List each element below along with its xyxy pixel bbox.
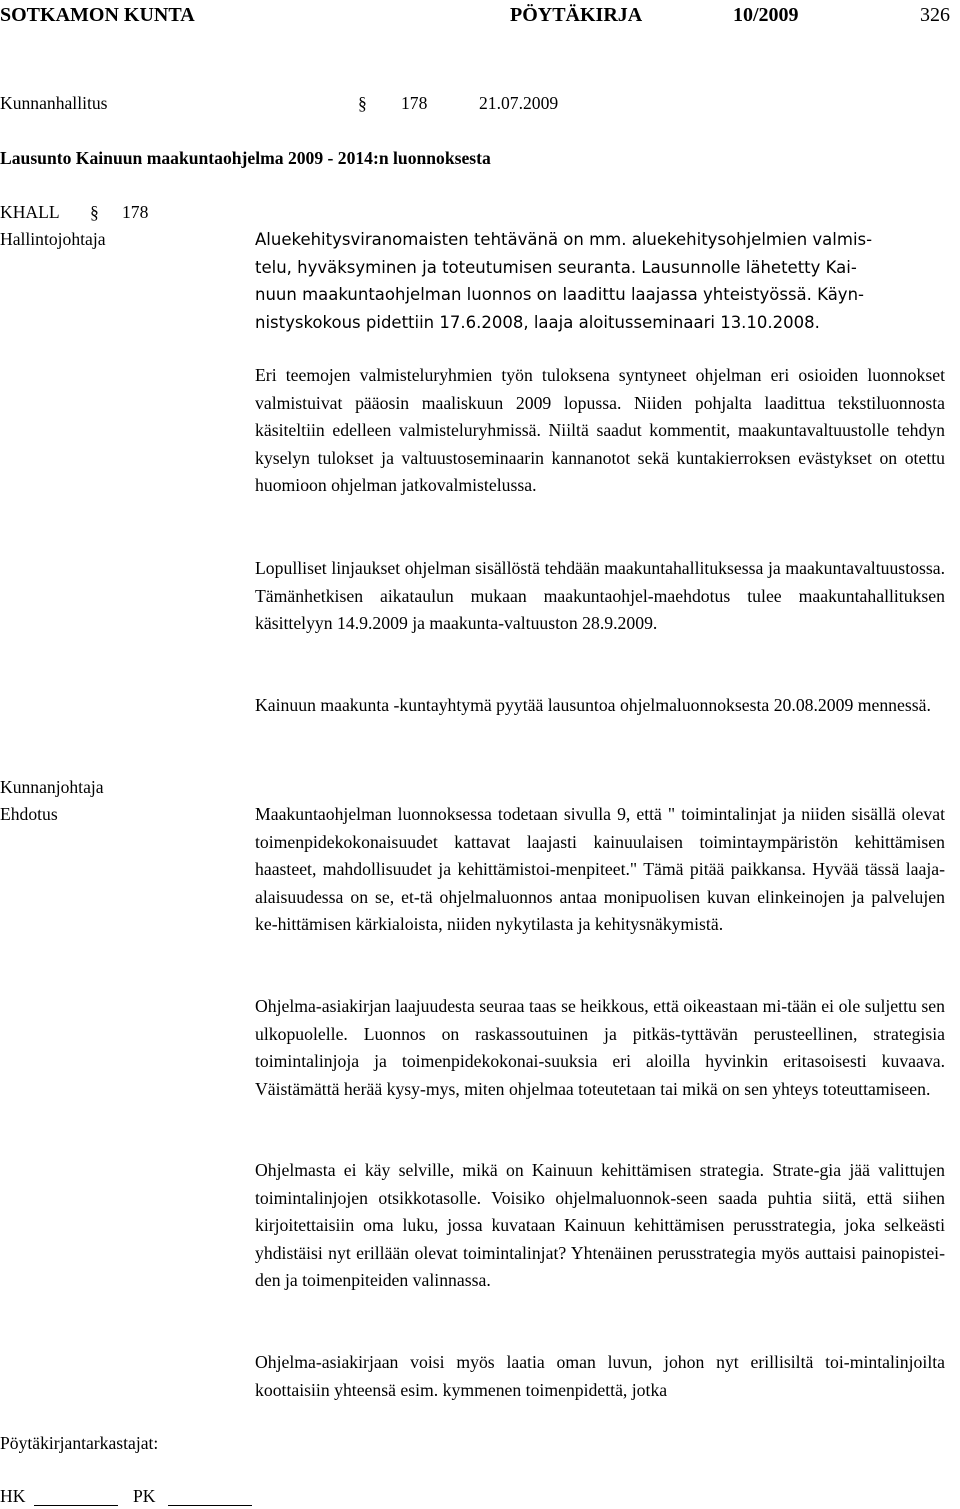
footer-label: Pöytäkirjantarkastajat: — [0, 1433, 159, 1453]
section-ref-number: 178 — [122, 202, 149, 222]
proposal-paragraph-4: Ohjelma-asiakirjaan voisi myös laatia oman luvun, johon nyt erillisiltä toi-mintalinjoilta koottaisiin yhteensä esim. kymmenen toimenpidettä, jotka — [255, 1352, 945, 1400]
paragraph-preparation: Eri teemojen valmisteluryhmien työn tuloksena syntyneet ohjelman eri osioiden luonnokset valmistuivat pääosin maaliskuun 2009 lopussa. Niiden pohjalta laadittua tekstiluonnosta käsiteltiin edelleen valmisteluryhmissä. Niiltä saadut kommentit, maakuntavaltuustolle tehdyn kyselyn tulokset ja valtuustoseminaarin kannanotot sekä kuntakierroksen evästykset on otettu huomioon ohjelman jatkovalmistelussa. — [255, 365, 945, 496]
intro-paragraph — [255, 226, 945, 336]
proposal-presenter: Kunnanjohtaja — [0, 777, 104, 797]
signature-line-2 — [168, 1505, 252, 1506]
reviewer-initials-1: HK — [0, 1486, 26, 1506]
section-number: 178 — [401, 93, 428, 113]
meeting-body: Kunnanhallitus — [0, 93, 108, 113]
proposal-paragraph-1: Maakuntaohjelman luonnoksessa todetaan sivulla 9, että " toimintalinjat ja niiden sisällä olevat toimenpidekokonaisuudet kattavat laajasti kainuulaisen toimintaympäristön kehittämisen haasteet, mahdollisuudet ja kehittämistoi-menpiteet." Tämä pitää paikkansa. Hyvää tässä laaja-alaisuudessa on se, et-tä ohjelmaluonnos antaa monipuolisen kuvan elinkeinojen ja palvelujen ke-hittämisen kärkialoista, niiden nykytilasta ja kehitysnäkymistä. — [255, 804, 945, 935]
meeting-date: 21.07.2009 — [479, 93, 559, 113]
reviewer-initials-2: PK — [133, 1486, 156, 1506]
intro-line: Aluekehitysviranomaisten tehtävänä on mm. aluekehitysohjelmien valmis- — [255, 230, 873, 249]
signature-line-1 — [34, 1505, 118, 1506]
document-title: Lausunto Kainuun maakuntaohjelma 2009 - 2014:n luonnoksesta — [0, 148, 491, 168]
section-mark: § — [358, 93, 367, 113]
document-type: PÖYTÄKIRJA — [510, 4, 643, 26]
paragraph-decisions: Lopulliset linjaukset ohjelman sisällöstä tehdään maakuntahallituksessa ja maakuntavaltuustossa. Tämänhetkisen aikataulun mukaan maakuntaohjel-maehdotus tulee maakuntahallituksen käsittelyyn 14.9.2009 ja maakunta-valtuuston 28.9.2009. — [255, 558, 945, 634]
proposal-paragraph-2: Ohjelma-asiakirjan laajuudesta seuraa taas se heikkous, että oikeastaan mi-tään ei ole suljettu sen ulkopuolelle. Luonnos on raskassoutuinen ja pitkäs-tyttävän perusteellinen, strategisia toimintalinjoja ja toimenpidekokonai-suuksia eri aloilla hyvinkin eritasoisesti kuvaava. Väistämättä herää kysy-mys, miten ohjelmaa toteutetaan tai mikä on sen yhteys toteuttamiseen. — [255, 996, 945, 1099]
municipality-name: SOTKAMON KUNTA — [0, 4, 195, 26]
presenter: Hallintojohtaja — [0, 229, 106, 249]
proposal-paragraph-3: Ohjelmasta ei käy selville, mikä on Kainuun kehittämisen strategia. Strate-gia jää valittujen toimintalinjojen otsikkotasolle. Voisiko ohjelmaluonnok-seen saada puhtia siitä, että siihen kirjoitettaisiin oma luku, jossa kuvataan Kainuun kehittämisen perusstrategia, joka selkeästi yhdistäisi nyt erillään olevat toimintalinjat? Yhtenäinen perusstrategia myös auttaisi painopistei-den ja toimenpiteiden valinnassa. — [255, 1160, 945, 1291]
intro-line: telu, hyväksyminen ja toteutumisen seuranta. Lausunnolle lähetetty Kai- — [255, 257, 857, 277]
intro-line: nistyskokous pidettiin 17.6.2008, laaja aloitusseminaari 13.10.2008. — [255, 312, 820, 332]
paragraph-request: Kainuun maakunta -kuntayhtymä pyytää lausuntoa ohjelmaluonnoksesta 20.08.2009 mennessä. — [255, 695, 931, 715]
document-number: 10/2009 — [733, 4, 799, 26]
page-number: 326 — [920, 4, 950, 26]
section-ref-label: KHALL — [0, 202, 60, 222]
proposal-label: Ehdotus — [0, 804, 58, 824]
section-ref-mark: § — [90, 202, 99, 222]
intro-line: nuun maakuntaohjelman luonnos on laadittu laajassa yhteistyössä. Käyn- — [255, 285, 864, 305]
